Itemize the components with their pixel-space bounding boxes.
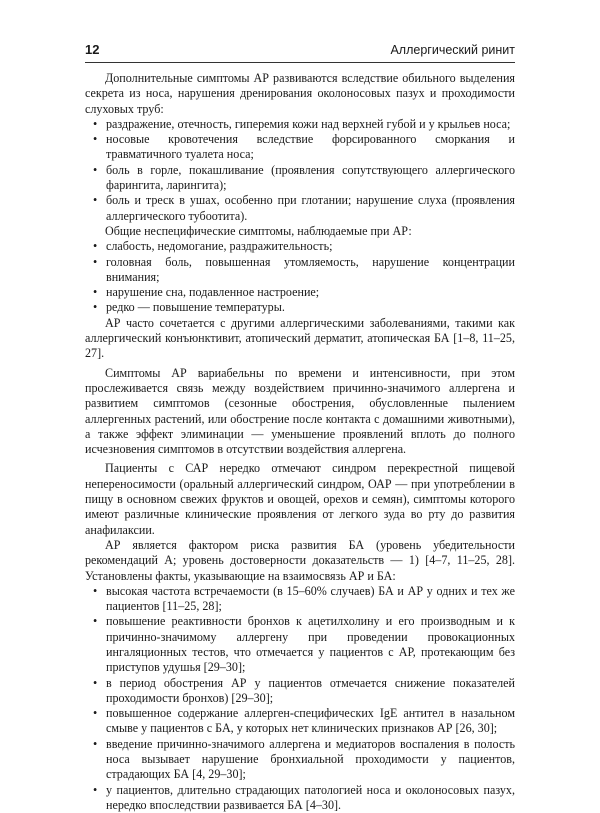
list-item: • раздражение, отечность, гиперемия кожи над верхней губой и у крыльев носа; <box>93 117 515 132</box>
paragraph-variability: Симптомы АР вариабельны по времени и интенсивности, при этом прослеживается связь между воздействием причинно-значимого аллергена и развитием симптомов (сезонные обострения, обусловленные пылением аллергенных растений, или обострение после контакта с домашними животными), а также эффект элиминации — уменьшение проявлений вплоть до полного исчезновения симптомов в отсутствии воздействия аллергена. <box>85 365 515 457</box>
list-item: • слабость, недомогание, раздражительность; <box>93 239 515 254</box>
paragraph-oral-allergy: Пациенты с САР нередко отмечают синдром перекрестной пищевой непереносимости (оральный аллергический синдром, ОАР — при употреблении в пищу в основном свежих фруктов и овощей, орехов и семян), симптомы которого имеют различные клинические проявления от легкого зуда во рту до развития анафилаксии. <box>85 461 515 537</box>
paragraph-additional-symptoms: Дополнительные симптомы АР развиваются вследствие обильного выделения секрета из носа, нарушения дренирования околоносовых пазух и проходимости слуховых труб: <box>85 71 515 116</box>
list-item: • у пациентов, длительно страдающих патологией носа и околоносовых пазух, нередко впоследствии развивается БА [4–30]. <box>93 783 515 813</box>
page-number: 12 <box>85 42 100 57</box>
list-item: • нарушение сна, подавленное настроение; <box>93 285 515 300</box>
list-item: • в период обострения АР у пациентов отмечается снижение показателей проходимости бронхов) [29–30]; <box>93 676 515 707</box>
list-additional-symptoms <box>85 117 515 224</box>
running-title: Аллергический ринит <box>390 43 515 57</box>
paragraph-asthma-risk: АР является фактором риска развития БА (уровень убедительности рекомендаций А; уровень достоверности доказательств — 1) [4–7, 11–25, 28]. Установлены факты, указывающие на взаимосвязь АР и БА: <box>85 537 515 583</box>
list-item: • высокая частота встречаемости (в 15–60% случаев) БА и АР у одних и тех же пациентов [11–25, 28]; <box>93 584 515 615</box>
list-asthma-facts <box>85 584 515 813</box>
list-item: • носовые кровотечения вследствие форсированного сморкания и травматичного туалета носа; <box>93 132 515 163</box>
header-rule <box>85 62 515 63</box>
paragraph-general-symptoms: Общие неспецифические симптомы, наблюдаемые при АР: <box>105 223 412 238</box>
list-item: • боль в горле, покашливание (проявления сопутствующего аллергического фарингита, ларингита); <box>93 163 515 194</box>
page-header <box>85 41 515 63</box>
list-item: • введение причинно-значимого аллергена и медиаторов воспаления в полость носа вызывает нарушение бронхиальной проходимости у пациентов, страдающих БА [4, 29–30]; <box>93 737 515 783</box>
list-item: • редко — повышение температуры. <box>93 300 515 315</box>
paragraph-comorbidity: АР часто сочетается с другими аллергическими заболеваниями, такими как аллергический конъюнктивит, атопический дерматит, атопическая БА [1–8, 11–25, 27]. <box>85 315 515 361</box>
list-item: • головная боль, повышенная утомляемость, нарушение концентрации внимания; <box>93 255 515 286</box>
list-item: • боль и треск в ушах, особенно при глотании; нарушение слуха (проявления аллергического тубоотита). <box>93 193 515 224</box>
list-general-symptoms <box>85 239 515 315</box>
body-text <box>85 71 515 813</box>
list-item: • повышение реактивности бронхов к ацетилхолину и его производным и к причинно-значимому аллергену при проведении провокационных ингаляционных тестов, что отмечается у пациентов с АР, протекающим без приступов удушья [29–30]; <box>93 614 515 675</box>
list-item: • повышенное содержание аллерген-специфических IgE антител в назальном смыве у пациентов с БА, у которых нет клинических признаков АР [26, 30]; <box>93 706 515 737</box>
